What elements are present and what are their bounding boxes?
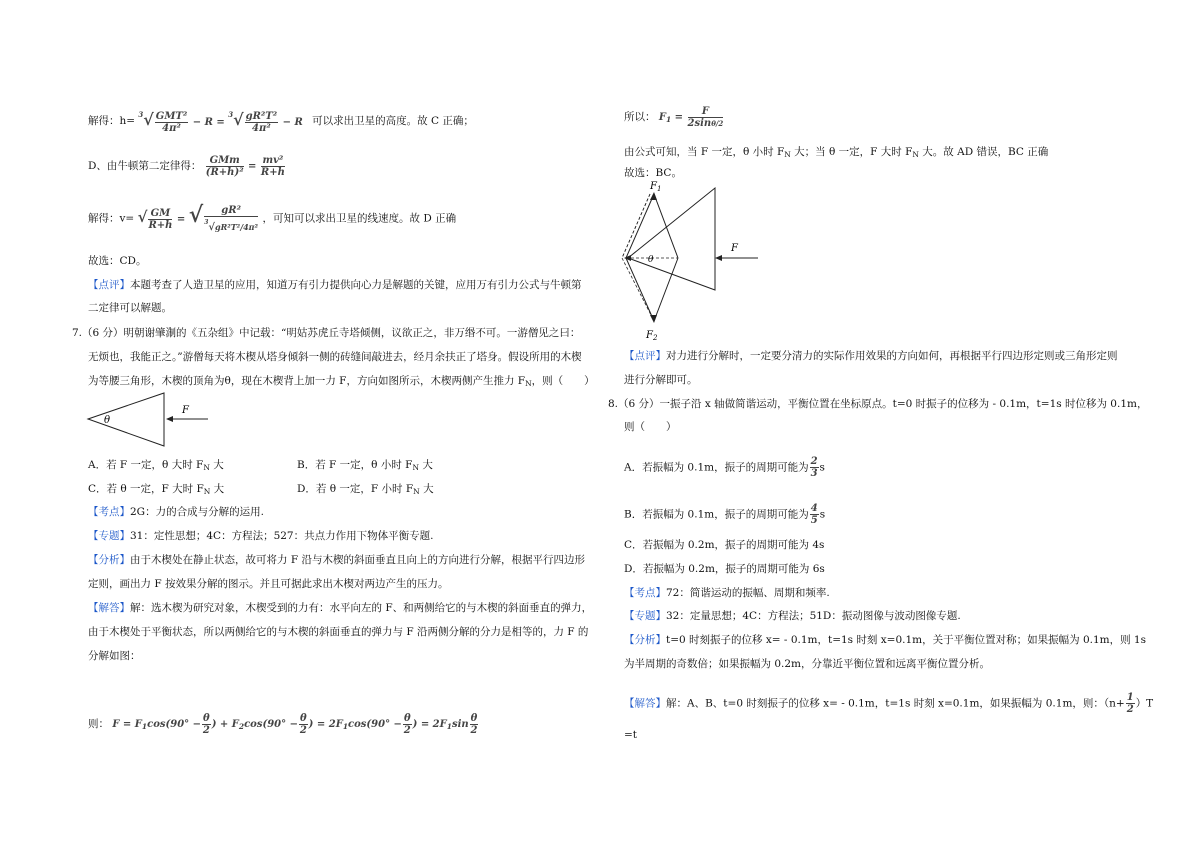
text: 解：A、B、t=0 时刻振子的位移 x= - 0.1m，t=1s 时刻 x=0.1m，如果振幅为 0.1m，则：（n+ [666,697,1125,710]
subscript: N [525,379,532,388]
analysis-line-1 [88,553,585,567]
conclusion-line [624,145,1048,162]
question-7-line-1: 7.（6 分）明朝谢肇淛的《五杂组》中记载：“明姑苏虎丘寺塔倾侧，议欲正之，非万缗不可。一游僧见之曰： [72,327,581,339]
wedge-figure [84,390,254,450]
resultant-arrowhead [624,255,631,261]
text: 为等腰三角形，木楔的顶角为θ，现在木楔背上加一力 F，方向如图所示，木楔两侧产生推力 F [88,375,526,387]
option-c: C．若振幅为 0.2m，振子的周期可能为 4s [624,539,825,551]
decomposition-formula-line [88,713,479,736]
option-a [624,456,825,479]
text: 32：定量思想；4C：方程法；51D：振动图像与波动图像专题. [666,610,961,622]
fraction: $\frac{2}{3}$ [810,456,818,479]
question-8-line-1: 8.（6 分）一振子沿 x 轴做简谐运动，平衡位置在坐标原点。t=0 时振子的位移为 - 0.1m，t=1s 时位移为 0.1m， [608,398,1148,410]
force-label: F [182,405,189,416]
wedge-triangle [88,393,164,446]
dashed-parallelogram-2 [622,258,654,321]
answer-tag: 【解答】 [624,697,666,710]
analysis-line-2: 定则，画出力 F 按效果分解的图示。并且可据此求出木楔对两边产生的压力。 [88,578,449,590]
subscript: N [912,150,919,159]
f1-label: $F_1$ [650,181,662,193]
text: 大 [419,483,434,495]
text: A．若 F 一定，θ 大时 F [88,459,204,471]
topic-line [88,529,433,543]
subscript: N [412,463,420,472]
theta-label: θ [104,415,111,426]
newton-law-line [88,155,286,178]
knowledge-tag: 【考点】 [88,506,130,518]
comment-line-1 [624,349,1118,363]
force-decomposition-figure [618,178,768,343]
answer-section-line-2: 由于木楔处于平衡状态，所以两侧给它的与木楔的斜面垂直的弹力与 F 沿两侧分解的分力是相等的，力 F 的 [88,626,589,638]
text: 31：定性思想；4C：方程法；527：共点力作用下物体平衡专题. [130,530,434,542]
solution-line-height [88,108,474,134]
answer-section-line-2: =t [624,729,638,741]
topic-tag: 【专题】 [624,610,666,622]
dashed-parallelogram-1 [622,194,650,258]
text: 解得：h= [88,115,136,127]
question-8-line-2: 则（ ） [624,421,677,433]
formula-image: √ $\frac{GM}{R+h}$ = √ $\frac{\text{gR²}}{^3√gR^2T^2/4\pi^2}$ [137,201,259,233]
text: s [819,461,825,474]
text: 大。故 AD 错误，BC 正确 [918,146,1049,158]
formula-image: $F = F_1\cos(90^\circ$ − $\frac{\theta}{2}$ ) + $F_2\cos(90^\circ$ − $\frac{\theta}{2}$ ) = $2F_1\cos(90^\circ$ − $\frac{\theta}{2}$ ) = $2F_1\sin$ $\frac{\theta}{2}$ [112,713,478,736]
option-d: D．若振幅为 0.2m，振子的周期可能为 6s [624,563,825,575]
f2-vector [626,258,654,321]
text: D．若 θ 一定，F 小时 F [297,483,414,495]
fraction: $\frac{1}{2}$ [1126,692,1134,715]
fraction: $\frac{4}{5}$ [810,503,818,526]
answer-section-line-3: 分解如图： [88,650,141,662]
subscript: N [413,487,420,496]
text: s [819,508,826,521]
text: B．若 F 一定，θ 小时 F [297,459,413,471]
text: 大 [419,459,433,471]
arrowhead [166,416,173,422]
formula-image: $F_1$ = $\frac{F}{2\sin\theta/2}$ [658,106,724,129]
option-b [624,503,825,526]
text: C．若 θ 一定，F 大时 F [88,483,204,495]
question-7-line-2: 无烦也，我能正之。”游僧每天将木楔从塔身倾斜一侧的砖缝间敲进去，经月余扶正了塔身。假设所用的木楔 [88,351,582,363]
analysis-tag: 【分析】 [88,554,130,566]
text: 解得：v= [88,212,135,225]
force-arrowhead [715,255,722,261]
comment-line-1 [88,278,582,292]
text: B．若振幅为 0.1m，振子的周期可能为 [624,508,809,521]
text: 72：简谐运动的振幅、周期和频率. [666,587,830,599]
answer-section-line-1 [88,601,592,615]
subscript: N [784,150,791,159]
text: 由公式可知，当 F 一定，θ 小时 F [624,146,785,158]
subscript: N [203,463,210,472]
f1-to-apex [654,194,678,258]
comment-tag: 【点评】 [624,350,666,362]
analysis-line-1 [624,633,1146,647]
text: t=0 时刻振子的位移 x= - 0.1m，t=1s 时刻 x=0.1m，关于平衡位置对称；如果振幅为 0.1m，则 1s [666,634,1147,646]
answer-line: 故选：BC。 [624,167,682,179]
text: 则： [88,718,109,730]
analysis-line-2: 为半周期的奇数倍；如果振幅为 0.2m，分靠近平衡位置和远离平衡位置分析。 [624,658,990,670]
text: 对力进行分解时，一定要分清力的实际作用效果的方向如何，再根据平行四边形定则或三角形定则 [666,350,1118,362]
formula-image: $\frac{\text{GMm}}{\text{(R+h)²}}$ = $\frac{\text{mv²}}{R+h}$ [205,155,285,178]
text: ）T [1135,697,1154,710]
text: 所以： [624,111,656,123]
f2-to-apex [654,258,678,321]
text: 2G：力的合成与分解的运用. [130,506,264,518]
knowledge-point-line [88,505,264,519]
topic-tag: 【专题】 [88,530,130,542]
answer-section-line-1 [624,692,1153,715]
text: 大 [210,483,225,495]
text: ，则（ ） [531,375,595,387]
answer-tag: 【解答】 [88,602,130,614]
solution-line-velocity [88,201,457,233]
text: 由于木楔处在静止状态，故可将力 F 沿与木楔的斜面垂直且向上的方向进行分解，根据平行四边形 [130,554,585,566]
analysis-tag: 【分析】 [624,634,666,646]
knowledge-point-line [624,586,830,600]
text: D、由牛顿第二定律得： [88,160,202,172]
topic-line [624,609,961,623]
formula-image: $^3$√ $\frac{\text{GMT²}}{\text{4π²}}$ − R = $^3$√ $\frac{\text{gR²T²}}{\text{4π²}}$ − R [138,110,303,134]
comment-line-2: 二定律可以解题。 [88,302,172,314]
subscript: N [203,487,211,496]
text: A．若振幅为 0.1m，振子的周期可能为 [624,461,809,474]
force-label: F [731,243,738,254]
f2-label: $F_2$ [646,330,658,342]
comment-tag: 【点评】 [88,279,130,291]
answer-line: 故选：CD。 [88,255,147,267]
comment-line-2: 进行分解即可。 [624,374,698,386]
question-7-line-3 [88,374,595,391]
theta-label: θ [648,255,654,265]
text: 本题考查了人造卫星的应用，知道万有引力提供向心力是解题的关键，应用万有引力公式与牛顿第 [130,279,582,291]
text: ，可知可以求出卫星的线速度。故 D 正确 [262,212,457,225]
option-c [88,482,224,499]
so-formula-line [624,106,724,129]
option-a [88,458,224,475]
text: 解：选木楔为研究对象，木楔受到的力有：水平向左的 F、和两侧给它的与木楔的斜面垂直的弹力， [130,602,593,614]
text: 可以求出卫星的高度。故 C 正确； [312,115,474,127]
option-d [297,482,434,499]
knowledge-tag: 【考点】 [624,587,666,599]
option-b [297,458,433,475]
text: 大；当 θ 一定，F 大时 F [790,146,913,158]
text: 大 [209,459,224,471]
